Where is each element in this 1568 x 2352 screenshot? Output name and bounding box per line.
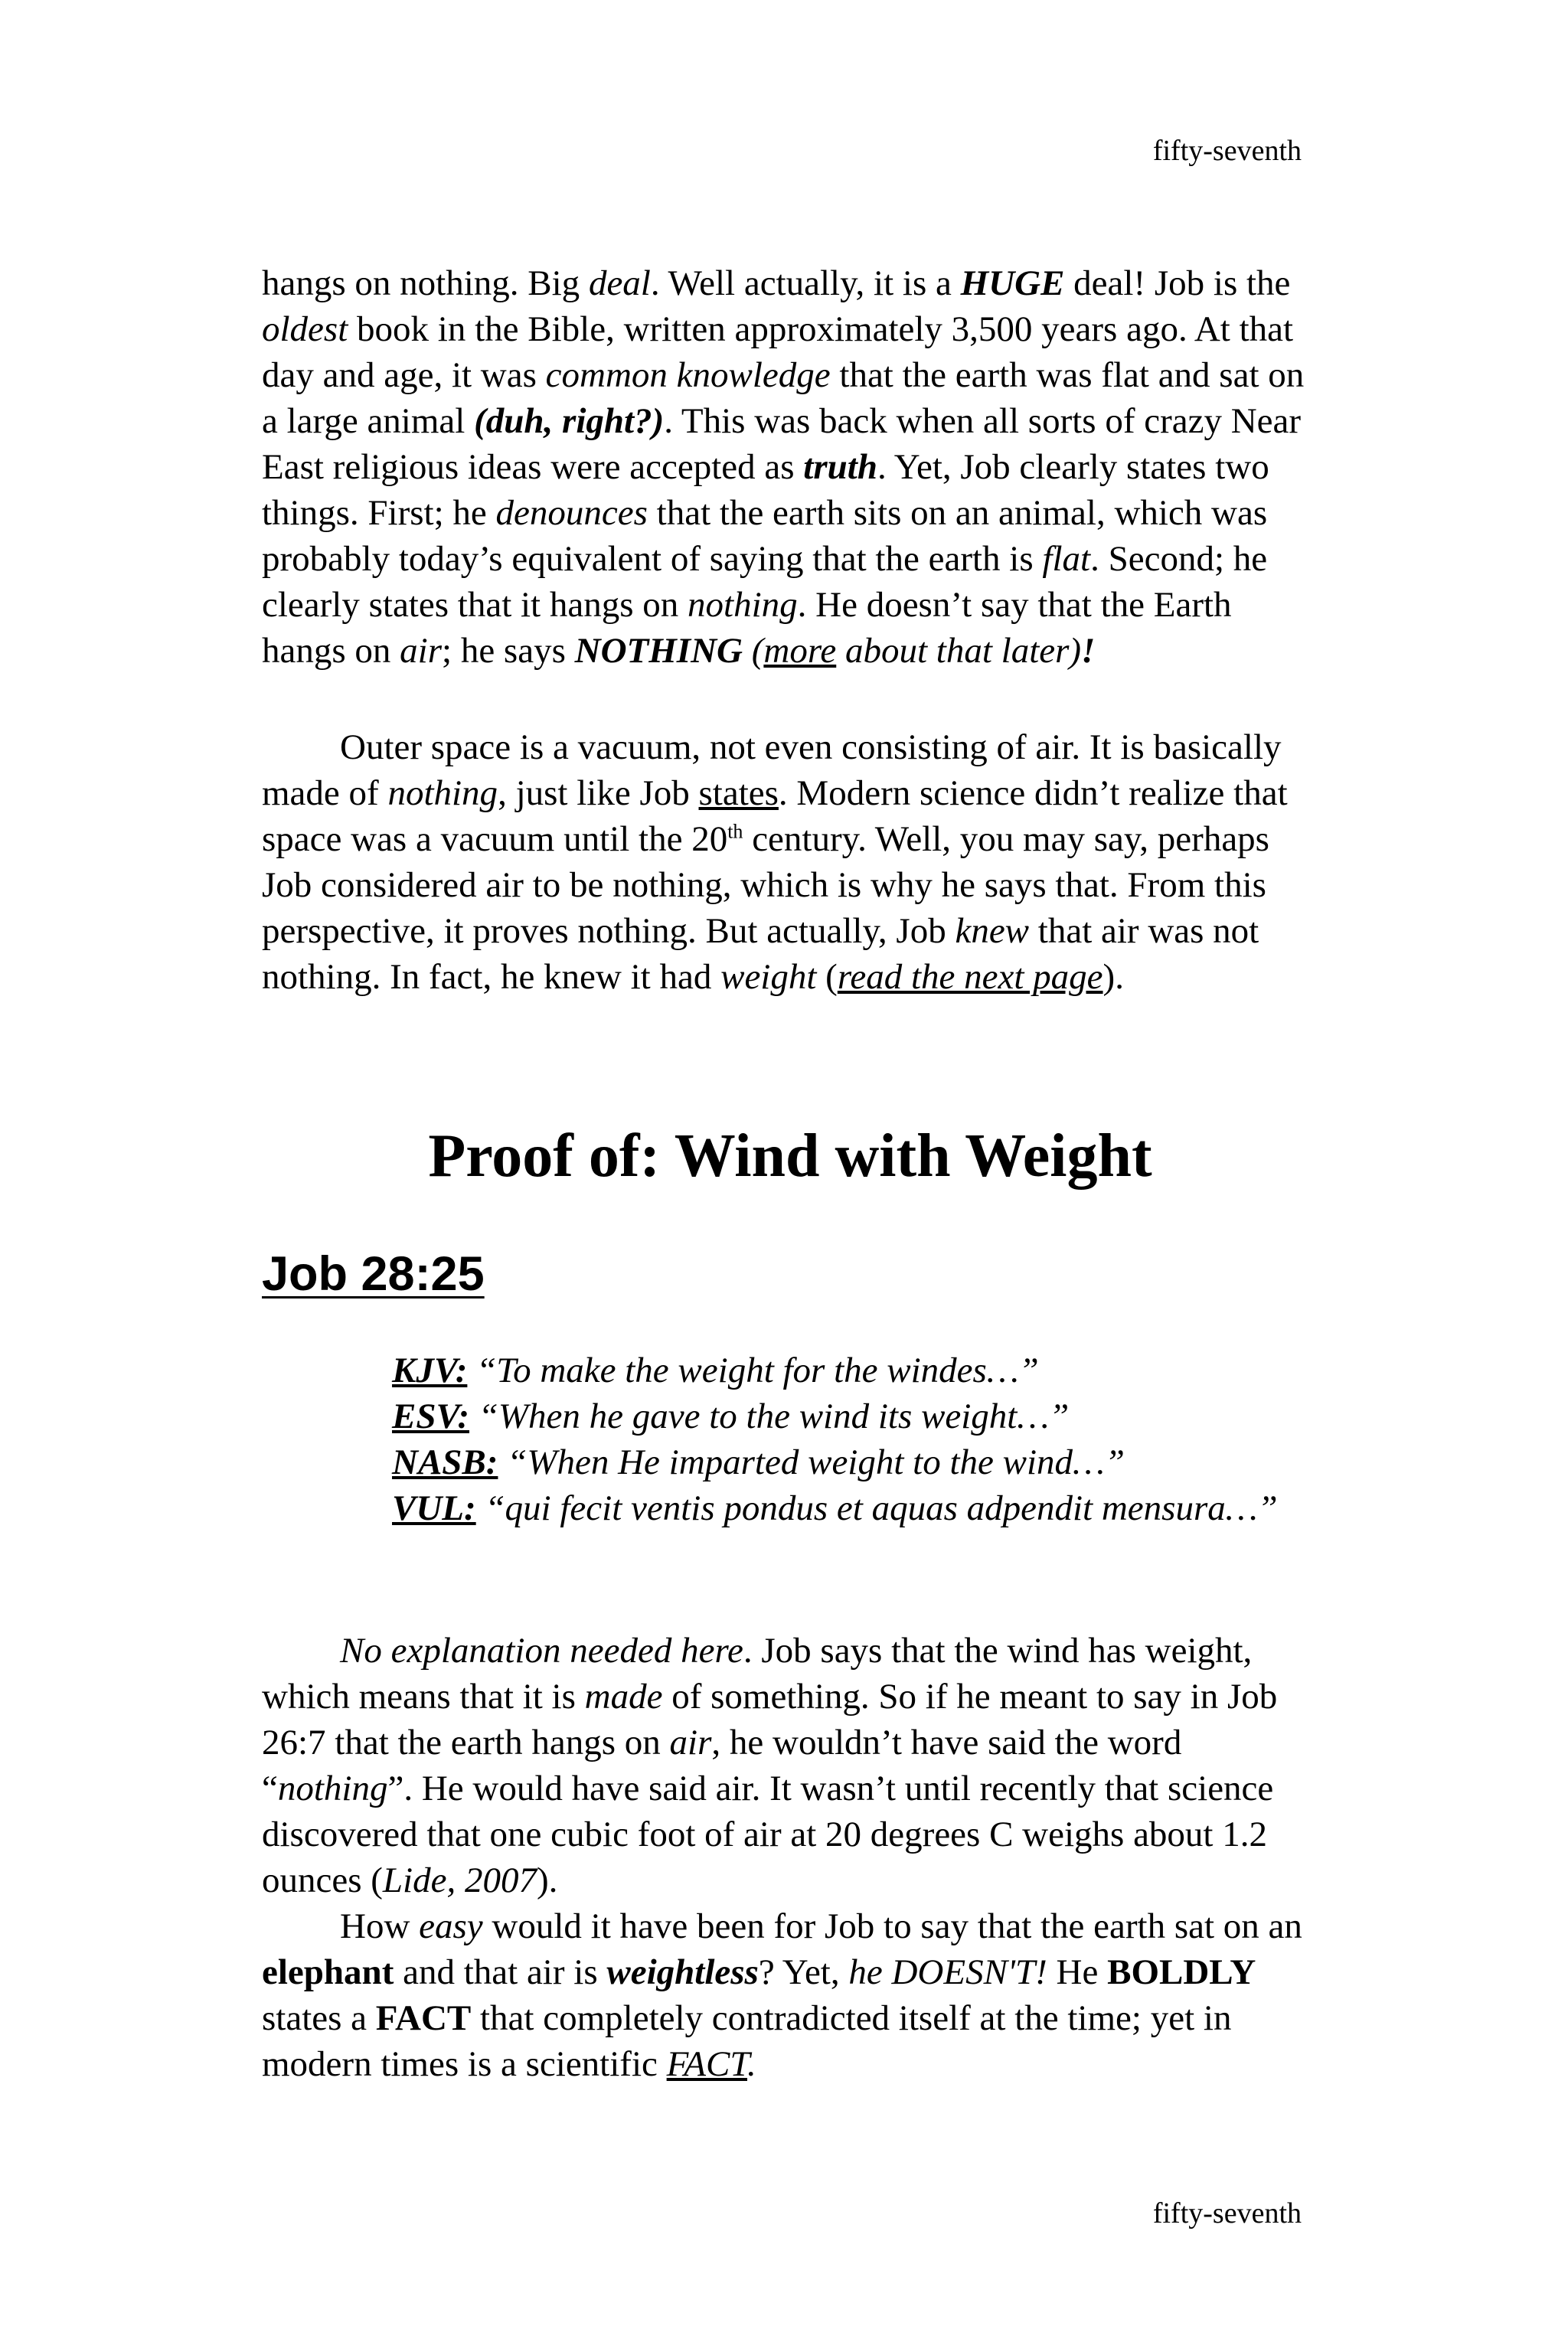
- paragraph-outer-space: [262, 724, 1318, 1000]
- quote-text: “To make the weight for the windes…”: [476, 1351, 1039, 1390]
- text-run: book in the Bible, written approximately 3,500 years ago. At that day and age, it was: [262, 309, 1294, 395]
- text-run: . This was back when all sorts of crazy Near East religious ideas were accepted as: [262, 401, 1302, 487]
- text-run: more: [763, 631, 837, 671]
- quote-text: “qui fecit ventis pondus et aquas adpendit mensura…”: [485, 1488, 1278, 1528]
- body-text-top: [262, 260, 1318, 674]
- text-run: that completely contradicted itself at the time; yet in modern times is a scientific: [262, 1998, 1232, 2084]
- text-run: FACT: [375, 1998, 472, 2038]
- text-run: weight: [720, 957, 817, 997]
- text-run: . Well actually, it is a: [650, 263, 961, 303]
- text-run: deal! Job is the: [1064, 263, 1291, 303]
- text-run: . Second; he clearly states that it hangs on: [262, 539, 1268, 625]
- translation-quotes: [262, 1348, 1318, 1531]
- text-run: Outer space is a vacuum, not even consisting of air. It is basically made of: [262, 727, 1282, 813]
- text-run: . Job says that the wind has weight, which means that it is: [262, 1631, 1253, 1717]
- text-run: . Modern science didn’t realize that space was a vacuum until the 20: [262, 773, 1288, 859]
- text-run: ; he says: [442, 631, 575, 671]
- text-run: ).: [1102, 957, 1124, 997]
- text-run: !: [1081, 631, 1096, 671]
- text-run: . Yet, Job clearly states two things. First; he: [262, 447, 1269, 533]
- translation-label: VUL:: [392, 1488, 476, 1528]
- text-run: oldest: [262, 309, 348, 349]
- text-run: that the earth sits on an animal, which was probably today’s equivalent of saying that the earth is: [262, 493, 1268, 579]
- text-run: knew: [955, 911, 1030, 951]
- paragraph-earth-hangs: [262, 260, 1318, 674]
- body-text-vacuum: [262, 724, 1318, 1000]
- text-run: that the earth was flat and sat on a large animal: [262, 355, 1305, 441]
- body-text-bottom: [262, 1628, 1318, 2087]
- quote-kjv: [262, 1348, 1318, 1393]
- text-run: truth: [803, 447, 877, 487]
- quote-text: “When He imparted weight to the wind…”: [507, 1442, 1125, 1482]
- quote-esv: [262, 1393, 1318, 1439]
- text-run: elephant: [262, 1952, 394, 1992]
- verse-reference: Job 28:25: [262, 1247, 485, 1301]
- section-title: Proof of: Wind with Weight: [428, 1122, 1152, 1190]
- text-run: He: [1047, 1952, 1108, 1992]
- text-run: easy: [419, 1906, 483, 1946]
- text-run: (: [816, 957, 838, 997]
- text-run: common knowledge: [545, 355, 831, 395]
- paragraph-no-explanation: [262, 1628, 1318, 1903]
- text-run: denounces: [495, 493, 648, 533]
- page-header: fifty-seventh: [1152, 135, 1302, 167]
- text-run: that air was not nothing. In fact, he knew it had: [262, 911, 1259, 997]
- text-run: century. Well, you may say, perhaps Job considered air to be nothing, which is why he says that. From this perspective, it proves nothing. But actually, Job: [262, 819, 1269, 951]
- quote-vul: [262, 1485, 1318, 1531]
- text-run: deal: [588, 263, 651, 303]
- text-run: BOLDLY: [1107, 1952, 1256, 1992]
- text-run: , he wouldn’t have said the word “: [262, 1723, 1182, 1808]
- translation-label: KJV:: [392, 1351, 468, 1390]
- text-run: (duh, right?): [474, 401, 665, 441]
- translation-label: NASB:: [392, 1442, 498, 1482]
- text-run: of something. So if he meant to say in Job 26:7 that the earth hangs on: [262, 1677, 1278, 1762]
- text-run: flat: [1042, 539, 1091, 579]
- text-run: How: [340, 1906, 420, 1946]
- text-run: read the next page: [837, 957, 1103, 997]
- page-footer: fifty-seventh: [1152, 2197, 1302, 2230]
- text-run: ).: [536, 1860, 558, 1900]
- text-run: air: [400, 631, 443, 671]
- text-run: NOTHING: [574, 631, 743, 671]
- text-run: nothing: [277, 1769, 388, 1808]
- text-run: air: [669, 1723, 712, 1762]
- text-run: ”. He would have said air. It wasn’t until recently that science discovered that one cubic foot of air at 20 degrees C weighs about 1.2 ounces (: [262, 1769, 1274, 1900]
- text-run: FACT: [666, 2044, 747, 2084]
- quote-text: “When he gave to the wind its weight…”: [478, 1396, 1070, 1436]
- text-run: weightless: [606, 1952, 759, 1992]
- text-run: nothing: [688, 585, 798, 625]
- text-run: ? Yet,: [758, 1952, 849, 1992]
- text-run: made: [584, 1677, 663, 1717]
- text-run: Lide, 2007: [382, 1860, 537, 1900]
- text-run: hangs on nothing. Big: [262, 263, 589, 303]
- text-run: about that later): [836, 631, 1082, 671]
- text-run: , just like Job: [498, 773, 699, 813]
- text-run: . He doesn’t say that the Earth hangs on: [262, 585, 1232, 671]
- paragraph-how-easy: [262, 1903, 1318, 2087]
- translation-label: ESV:: [392, 1396, 469, 1436]
- text-run: HUGE: [960, 263, 1065, 303]
- quote-nasb: [262, 1439, 1318, 1485]
- text-run: states a: [262, 1998, 376, 2038]
- text-run: .: [747, 2044, 756, 2084]
- text-run: he DOESN'T!: [848, 1952, 1047, 1992]
- text-run: would it have been for Job to say that the earth sat on an: [482, 1906, 1302, 1946]
- text-run: (: [742, 631, 764, 671]
- text-run: states: [698, 773, 779, 813]
- text-run: No explanation needed here: [340, 1631, 743, 1671]
- text-run: and that air is: [394, 1952, 607, 1992]
- text-run: nothing: [387, 773, 498, 813]
- superscript-th: th: [727, 820, 743, 843]
